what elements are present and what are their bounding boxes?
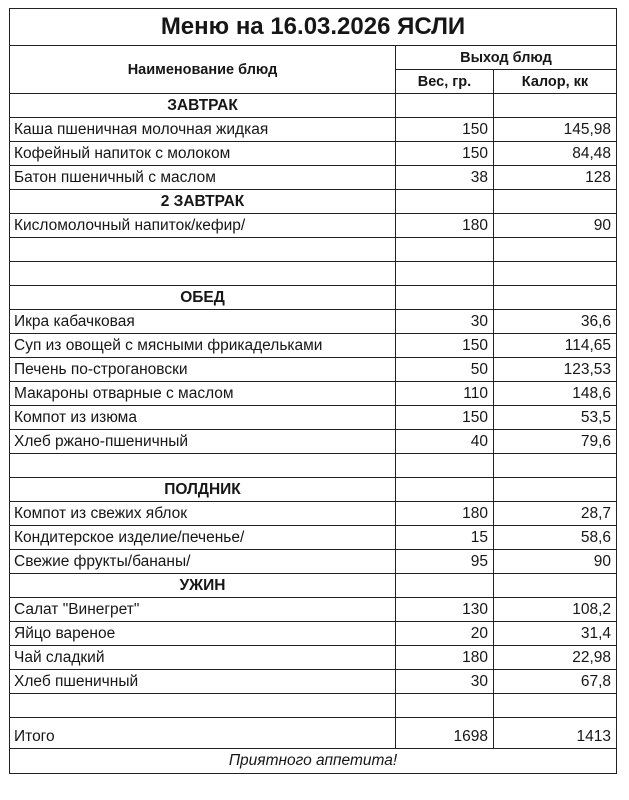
dish-name: Батон пшеничный с маслом [10, 166, 396, 190]
section-title: УЖИН [10, 574, 396, 598]
table-row [10, 310, 617, 334]
menu-table [9, 8, 617, 774]
empty-cell [396, 262, 494, 286]
dish-name: Хлеб пшеничный [10, 670, 396, 694]
dish-calories: 67,8 [494, 670, 617, 694]
dish-name: Суп из овощей с мясными фрикадельками [10, 334, 396, 358]
empty-cell [396, 238, 494, 262]
section-title: ПОЛДНИК [10, 478, 396, 502]
dish-name: Чай сладкий [10, 646, 396, 670]
footer-text: Приятного аппетита! [10, 749, 617, 774]
section-calories-cell [494, 574, 617, 598]
dish-calories: 128 [494, 166, 617, 190]
section-row [10, 190, 617, 214]
empty-cell [396, 454, 494, 478]
dish-name: Макароны отварные с маслом [10, 382, 396, 406]
table-row [10, 430, 617, 454]
header-row [10, 46, 617, 70]
table-row [10, 526, 617, 550]
dish-calories: 53,5 [494, 406, 617, 430]
dish-weight: 15 [396, 526, 494, 550]
dish-weight: 110 [396, 382, 494, 406]
section-row [10, 94, 617, 118]
empty-cell [10, 238, 396, 262]
dish-name: Кофейный напиток с молоком [10, 142, 396, 166]
empty-cell [10, 694, 396, 718]
dish-calories: 148,6 [494, 382, 617, 406]
empty-cell [494, 262, 617, 286]
dish-calories: 22,98 [494, 646, 617, 670]
dish-name: Яйцо вареное [10, 622, 396, 646]
dish-calories: 90 [494, 214, 617, 238]
dish-weight: 38 [396, 166, 494, 190]
dish-weight: 20 [396, 622, 494, 646]
header-calories: Калор, кк [494, 70, 617, 94]
footer-row [10, 749, 617, 774]
dish-weight: 95 [396, 550, 494, 574]
dish-weight: 180 [396, 214, 494, 238]
dish-calories: 90 [494, 550, 617, 574]
dish-name: Каша пшеничная молочная жидкая [10, 118, 396, 142]
section-weight-cell [396, 286, 494, 310]
section-title: 2 ЗАВТРАК [10, 190, 396, 214]
dish-name: Икра кабачковая [10, 310, 396, 334]
empty-row [10, 262, 617, 286]
dish-calories: 84,48 [494, 142, 617, 166]
dish-weight: 150 [396, 334, 494, 358]
dish-name: Кондитерское изделие/печенье/ [10, 526, 396, 550]
empty-cell [10, 454, 396, 478]
dish-name: Компот из изюма [10, 406, 396, 430]
dish-weight: 30 [396, 670, 494, 694]
dish-name: Салат "Винегрет" [10, 598, 396, 622]
dish-name: Печень по-строгановски [10, 358, 396, 382]
empty-cell [396, 694, 494, 718]
dish-name: Компот из свежих яблок [10, 502, 396, 526]
page-title: Меню на 16.03.2026 ЯСЛИ [10, 9, 617, 46]
dish-calories: 79,6 [494, 430, 617, 454]
empty-cell [494, 694, 617, 718]
header-name: Наименование блюд [10, 46, 396, 94]
header-output: Выход блюд [396, 46, 617, 70]
table-row [10, 166, 617, 190]
dish-calories: 145,98 [494, 118, 617, 142]
dish-calories: 28,7 [494, 502, 617, 526]
menu-body [10, 94, 617, 749]
header-weight: Вес, гр. [396, 70, 494, 94]
section-weight-cell [396, 574, 494, 598]
dish-calories: 36,6 [494, 310, 617, 334]
dish-name: Свежие фрукты/бананы/ [10, 550, 396, 574]
section-weight-cell [396, 94, 494, 118]
total-label: Итого [10, 718, 396, 749]
dish-weight: 130 [396, 598, 494, 622]
empty-row [10, 238, 617, 262]
dish-weight: 150 [396, 118, 494, 142]
section-row [10, 478, 617, 502]
table-row [10, 406, 617, 430]
table-row [10, 622, 617, 646]
dish-calories: 108,2 [494, 598, 617, 622]
table-row [10, 670, 617, 694]
section-calories-cell [494, 190, 617, 214]
total-weight: 1698 [396, 718, 494, 749]
table-row [10, 118, 617, 142]
dish-calories: 31,4 [494, 622, 617, 646]
total-row [10, 718, 617, 749]
section-calories-cell [494, 94, 617, 118]
table-row [10, 382, 617, 406]
dish-weight: 150 [396, 406, 494, 430]
empty-cell [10, 262, 396, 286]
dish-name: Хлеб ржано-пшеничный [10, 430, 396, 454]
dish-calories: 58,6 [494, 526, 617, 550]
table-row [10, 334, 617, 358]
section-weight-cell [396, 190, 494, 214]
empty-cell [494, 238, 617, 262]
table-row [10, 646, 617, 670]
table-row [10, 598, 617, 622]
table-row [10, 142, 617, 166]
dish-weight: 30 [396, 310, 494, 334]
dish-weight: 180 [396, 502, 494, 526]
section-title: ОБЕД [10, 286, 396, 310]
dish-weight: 50 [396, 358, 494, 382]
empty-row [10, 454, 617, 478]
section-calories-cell [494, 286, 617, 310]
dish-name: Кисломолочный напиток/кефир/ [10, 214, 396, 238]
table-row [10, 550, 617, 574]
empty-cell [494, 454, 617, 478]
section-row [10, 286, 617, 310]
dish-weight: 150 [396, 142, 494, 166]
section-calories-cell [494, 478, 617, 502]
dish-weight: 180 [396, 646, 494, 670]
table-row [10, 358, 617, 382]
menu-sheet [9, 8, 616, 774]
dish-calories: 123,53 [494, 358, 617, 382]
dish-weight: 40 [396, 430, 494, 454]
title-row [10, 9, 617, 46]
total-calories: 1413 [494, 718, 617, 749]
dish-calories: 114,65 [494, 334, 617, 358]
section-title: ЗАВТРАК [10, 94, 396, 118]
table-row [10, 214, 617, 238]
section-row [10, 574, 617, 598]
empty-row [10, 694, 617, 718]
table-row [10, 502, 617, 526]
section-weight-cell [396, 478, 494, 502]
